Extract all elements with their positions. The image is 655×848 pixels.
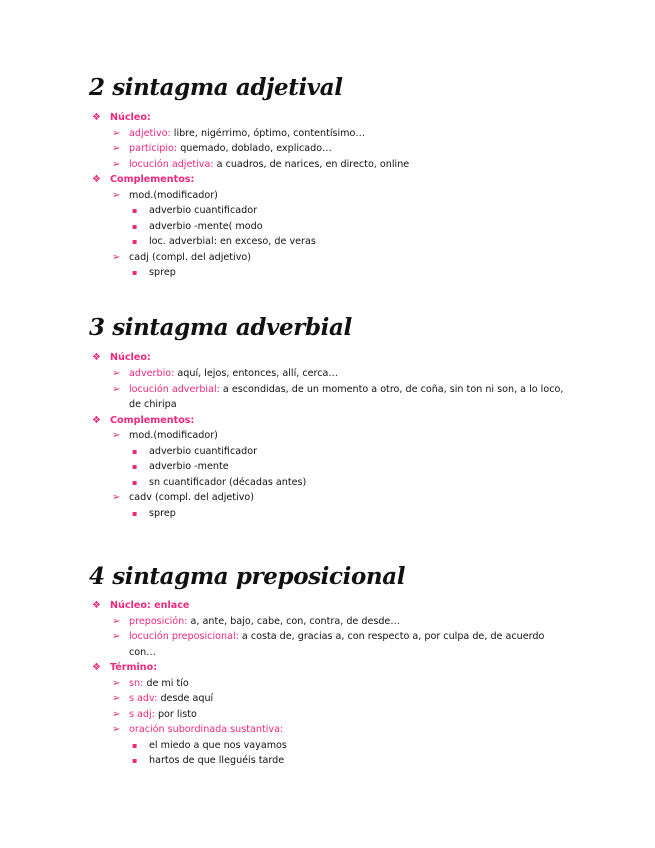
arrowhead-bullet-icon: ➢ (112, 159, 121, 170)
small-square-bullet-icon: ▪ (132, 237, 138, 246)
small-square-bullet-icon: ▪ (132, 447, 138, 456)
arrowhead-bullet-icon: ➢ (112, 190, 121, 201)
item-text: sn cuantificador (décadas antes) (149, 477, 307, 488)
item-key: s adv: (129, 693, 158, 704)
item-text: sprep (149, 508, 176, 519)
arrowhead-bullet-icon: ➢ (112, 143, 121, 154)
item-key: oración subordinada sustantiva: (129, 724, 284, 735)
item-value: de mi tío (143, 678, 189, 689)
arrowhead-bullet-icon: ➢ (112, 631, 121, 642)
diamond-dots-bullet-icon: ❖ (92, 662, 101, 673)
section-title: 3 sintagma adverbial (89, 314, 352, 341)
item-text: mod.(modificador) (129, 430, 218, 441)
section-title: 2 sintagma adjetival (89, 74, 343, 101)
item-value: a cuadros, de narices, en directo, online (213, 159, 410, 170)
small-square-bullet-icon: ▪ (132, 462, 138, 471)
arrowhead-bullet-icon: ➢ (112, 492, 121, 503)
item-text: de chiripa (129, 399, 177, 410)
item-value: por listo (154, 709, 197, 720)
item-key: sn: (129, 678, 144, 689)
item-text: cadv (compl. del adjetivo) (129, 492, 255, 503)
item-text: cadj (compl. del adjetivo) (129, 252, 252, 263)
item-key: s adj: (129, 709, 155, 720)
arrowhead-bullet-icon: ➢ (112, 368, 121, 379)
item-key: locución adverbial: (129, 384, 220, 395)
diamond-dots-bullet-icon: ❖ (92, 352, 101, 363)
item-text: mod.(modificador) (129, 190, 218, 201)
diamond-dots-bullet-icon: ❖ (92, 600, 101, 611)
item-text: hartos de que lleguéis tarde (149, 755, 285, 766)
diamond-dots-bullet-icon: ❖ (92, 174, 101, 185)
small-square-bullet-icon: ▪ (132, 741, 138, 750)
item-key: locución adjetiva: (129, 159, 214, 170)
item-value: a escondidas, de un momento a otro, de coña, sin ton ni son, a lo loco, (219, 384, 564, 395)
item-key: adverbio: (129, 368, 175, 379)
small-square-bullet-icon: ▪ (132, 756, 138, 765)
list-heading: Complementos: (110, 174, 195, 185)
item-value: libre, nigérrimo, óptimo, contentísimo… (170, 128, 365, 139)
section-title: 4 sintagma preposicional (89, 563, 406, 590)
small-square-bullet-icon: ▪ (132, 268, 138, 277)
arrowhead-bullet-icon: ➢ (112, 252, 121, 263)
item-value: a, ante, bajo, cabe, con, contra, de desde… (187, 616, 400, 627)
item-key: adjetivo: (129, 128, 171, 139)
list-heading: Núcleo: enlace (110, 600, 190, 611)
diamond-dots-bullet-icon: ❖ (92, 415, 101, 426)
arrowhead-bullet-icon: ➢ (112, 430, 121, 441)
small-square-bullet-icon: ▪ (132, 206, 138, 215)
item-text: loc. adverbial: en exceso, de veras (149, 236, 316, 247)
arrowhead-bullet-icon: ➢ (112, 724, 121, 735)
item-text: el miedo a que nos vayamos (149, 740, 287, 751)
item-text: con… (129, 647, 156, 658)
item-text: adverbio -mente( modo (149, 221, 263, 232)
item-key: locución preposicional: (129, 631, 239, 642)
item-value: quemado, doblado, explicado… (177, 143, 332, 154)
item-key: participio: (129, 143, 178, 154)
arrowhead-bullet-icon: ➢ (112, 128, 121, 139)
arrowhead-bullet-icon: ➢ (112, 709, 121, 720)
item-value: a costa de, gracias a, con respecto a, por culpa de, de acuerdo (238, 631, 545, 642)
list-heading: Núcleo: (110, 112, 151, 123)
list-heading: Complementos: (110, 415, 195, 426)
arrowhead-bullet-icon: ➢ (112, 693, 121, 704)
arrowhead-bullet-icon: ➢ (112, 678, 121, 689)
small-square-bullet-icon: ▪ (132, 509, 138, 518)
list-heading: Término: (110, 662, 158, 673)
arrowhead-bullet-icon: ➢ (112, 384, 121, 395)
item-text: sprep (149, 267, 176, 278)
arrowhead-bullet-icon: ➢ (112, 616, 121, 627)
item-text: adverbio cuantificador (149, 446, 258, 457)
item-text: adverbio -mente (149, 461, 229, 472)
small-square-bullet-icon: ▪ (132, 478, 138, 487)
list-heading: Núcleo: (110, 352, 151, 363)
item-value: aquí, lejos, entonces, allí, cerca… (174, 368, 339, 379)
item-value: desde aquí (157, 693, 214, 704)
diamond-dots-bullet-icon: ❖ (92, 112, 101, 123)
item-key: preposición: (129, 616, 188, 627)
small-square-bullet-icon: ▪ (132, 222, 138, 231)
item-text: adverbio cuantificador (149, 205, 258, 216)
